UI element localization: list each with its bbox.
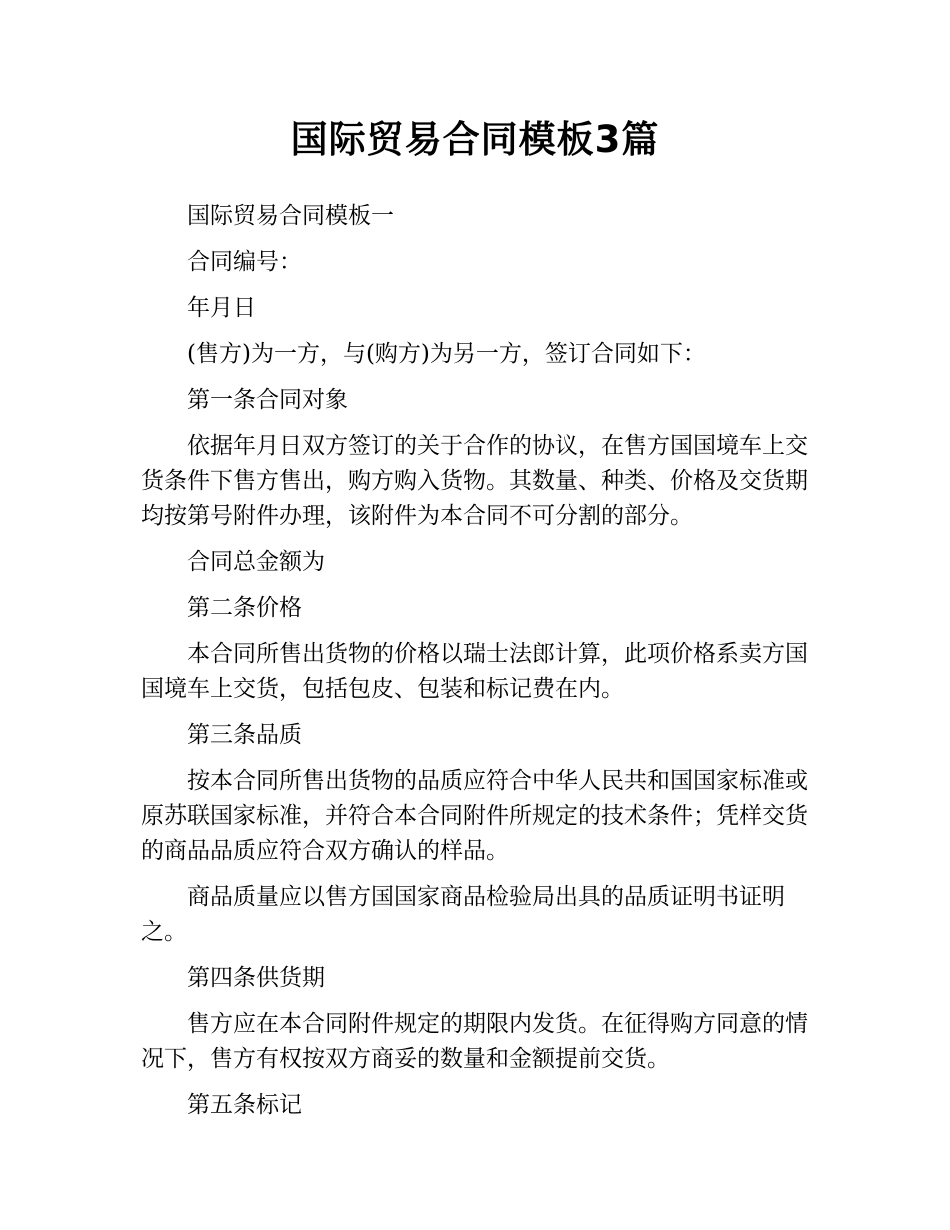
parties-paragraph: (售方)为一方，与(购方)为另一方，签订合同如下： [187, 341, 706, 367]
article-heading: 第三条品质 [187, 722, 302, 748]
section-heading: 国际贸易合同模板一 [187, 203, 394, 229]
body-paragraph: 本合同所售出货物的价格以瑞士法郎计算，此项价格系卖方国国境车上交货，包括包皮、包装和标记费在内。 [141, 641, 808, 702]
document-title: 国际贸易合同模板3篇 [290, 118, 660, 161]
article-heading: 第一条合同对象 [187, 387, 348, 413]
body-paragraph: 商品质量应以售方国国家商品检验局出具的品质证明书证明之。 [141, 884, 785, 945]
article-heading: 第五条标记 [187, 1092, 302, 1118]
document-body [141, 199, 811, 1134]
body-paragraph: 依据年月日双方签订的关于合作的协议，在售方国国境车上交货条件下售方售出，购方购入货物。其数量、种类、价格及交货期均按第号附件办理，该附件为本合同不可分割的部分。 [141, 433, 808, 529]
article-heading: 第二条价格 [187, 595, 302, 621]
contract-number-line: 合同编号： [187, 249, 302, 275]
body-paragraph: 按本合同所售出货物的品质应符合中华人民共和国国家标准或原苏联国家标准，并符合本合同附件所规定的技术条件；凭样交货的商品品质应符合双方确认的样品。 [141, 768, 808, 864]
article-heading: 第四条供货期 [187, 965, 325, 991]
body-paragraph: 售方应在本合同附件规定的期限内发货。在征得购方同意的情况下，售方有权按双方商妥的数量和金额提前交货。 [141, 1011, 808, 1072]
date-line: 年月日 [187, 295, 256, 321]
total-amount-line: 合同总金额为 [187, 549, 325, 575]
